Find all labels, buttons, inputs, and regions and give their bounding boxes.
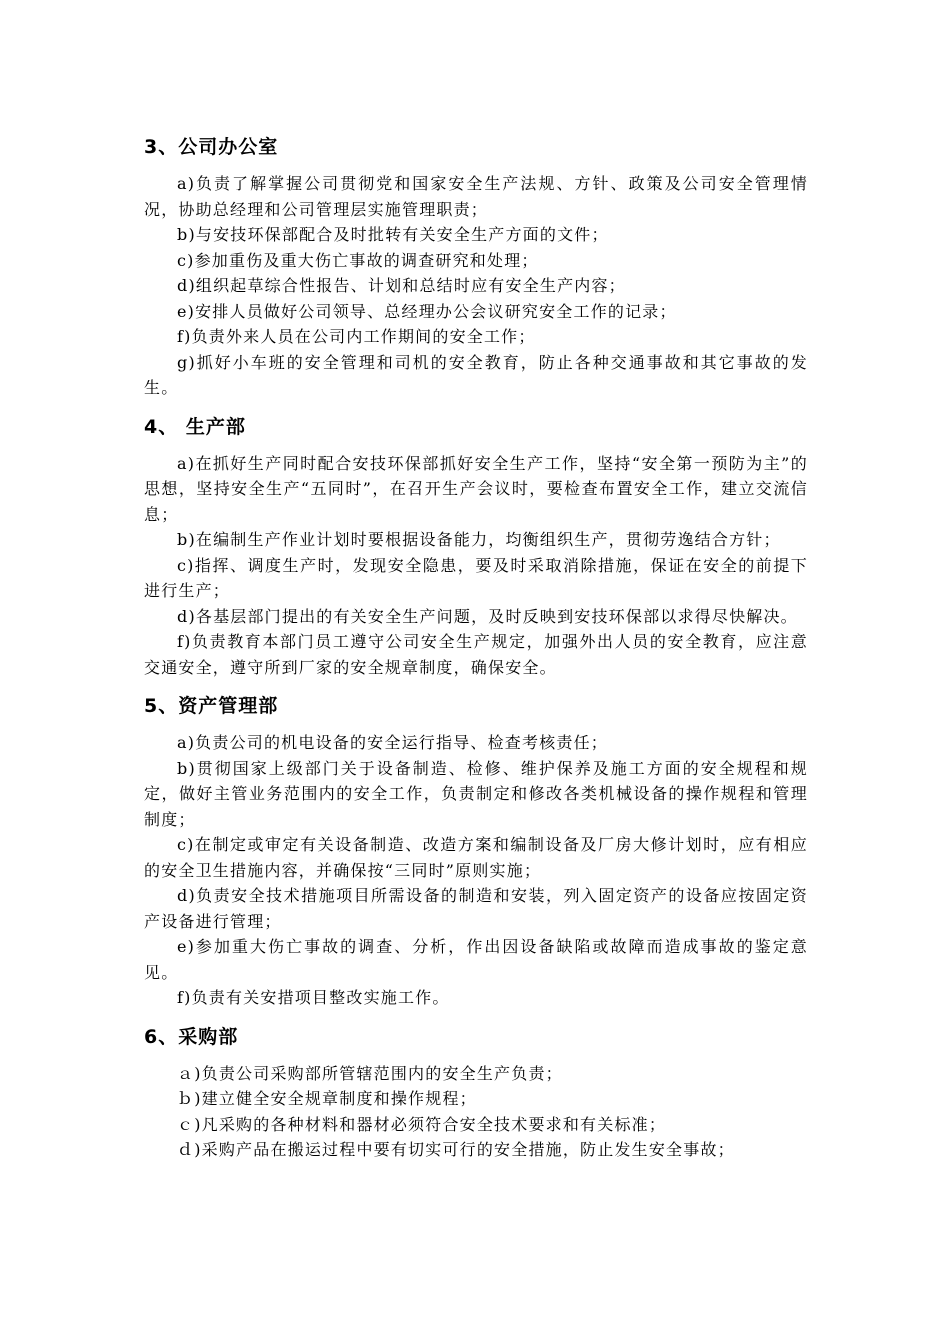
list-item: e)参加重大伤亡事故的调查、分析，作出因设备缺陷或故障而造成事故的鉴定意见。 — [144, 937, 808, 982]
list-item: a)负责公司的机电设备的安全运行指导、检查考核责任； — [177, 733, 608, 752]
section-heading: 5、资产管理部 — [144, 695, 279, 717]
list-item: c)参加重伤及重大伤亡事故的调查研究和处理； — [177, 250, 539, 270]
list-item: b)与安技环保部配合及时批转有关安全生产方面的文件； — [177, 225, 609, 244]
list-item: d)负责安全技术措施项目所需设备的制造和安装，列入固定资产的设备应按固定资产设备进行管理； — [144, 886, 808, 931]
section-heading: 4、 生产部 — [144, 415, 246, 438]
list-item: ｃ)凡采购的各种材料和器材必须符合安全技术要求和有关标准； — [177, 1114, 667, 1134]
list-item: b)贯彻国家上级部门关于设备制造、检修、维护保养及施工方面的安全规程和规定，做好主管业务范围内的安全工作，负责制定和修改各类机械设备的操作规程和管理制度； — [144, 758, 808, 829]
list-item: ｂ)建立健全安全规章制度和操作规程； — [177, 1089, 477, 1108]
list-item: c)在制定或审定有关设备制造、改造方案和编制设备及厂房大修计划时，应有相应的安全卫生措施内容，并确保按“三同时”原则实施； — [144, 835, 808, 880]
list-item: f)负责教育本部门员工遵守公司安全生产规定，加强外出人员的安全教育，应注意交通安全，遵守所到厂家的安全规章制度，确保安全。 — [144, 632, 808, 677]
list-item: d)各基层部门提出的有关安全生产问题，及时反映到安技环保部以求得尽快解决。 — [177, 606, 798, 626]
list-item: ａ)负责公司采购部所管辖范围内的安全生产负责； — [177, 1063, 563, 1083]
list-item: g)抓好小车班的安全管理和司机的安全教育，防止各种交通事故和其它事故的发生。 — [144, 352, 808, 397]
document-body — [144, 133, 808, 1175]
list-item: ｄ)采购产品在搬运过程中要有切实可行的安全措施，防止发生安全事故； — [177, 1140, 735, 1159]
section-office — [144, 133, 808, 401]
list-item: a)负责了解掌握公司贯彻党和国家安全生产法规、方针、政策及公司安全管理情况，协助总经理和公司管理层实施管理职责； — [144, 174, 808, 219]
section-production — [144, 413, 808, 681]
list-item: d)组织起草综合性报告、计划和总结时应有安全生产内容； — [177, 276, 626, 295]
section-heading: 3、公司办公室 — [144, 136, 279, 158]
list-item: b)在编制生产作业计划时要根据设备能力，均衡组织生产，贯彻劳逸结合方针； — [177, 530, 781, 549]
section-asset-management — [144, 692, 808, 1011]
section-procurement — [144, 1023, 808, 1163]
section-heading: 6、采购部 — [144, 1025, 239, 1048]
list-item: f)负责有关安措项目整改实施工作。 — [177, 988, 450, 1007]
list-item: e)安排人员做好公司领导、总经理办公会议研究安全工作的记录； — [177, 301, 677, 321]
list-item: c)指挥、调度生产时，发现安全隐患，要及时采取消除措施，保证在安全的前提下进行生产； — [144, 555, 808, 600]
list-item: a)在抓好生产同时配合安技环保部抓好安全生产工作，坚持“安全第一预防为主”的思想，坚持安全生产“五同时”，在召开生产会议时，要检查布置安全工作，建立交流信息； — [144, 453, 808, 524]
list-item: f)负责外来人员在公司内工作期间的安全工作； — [177, 327, 536, 346]
